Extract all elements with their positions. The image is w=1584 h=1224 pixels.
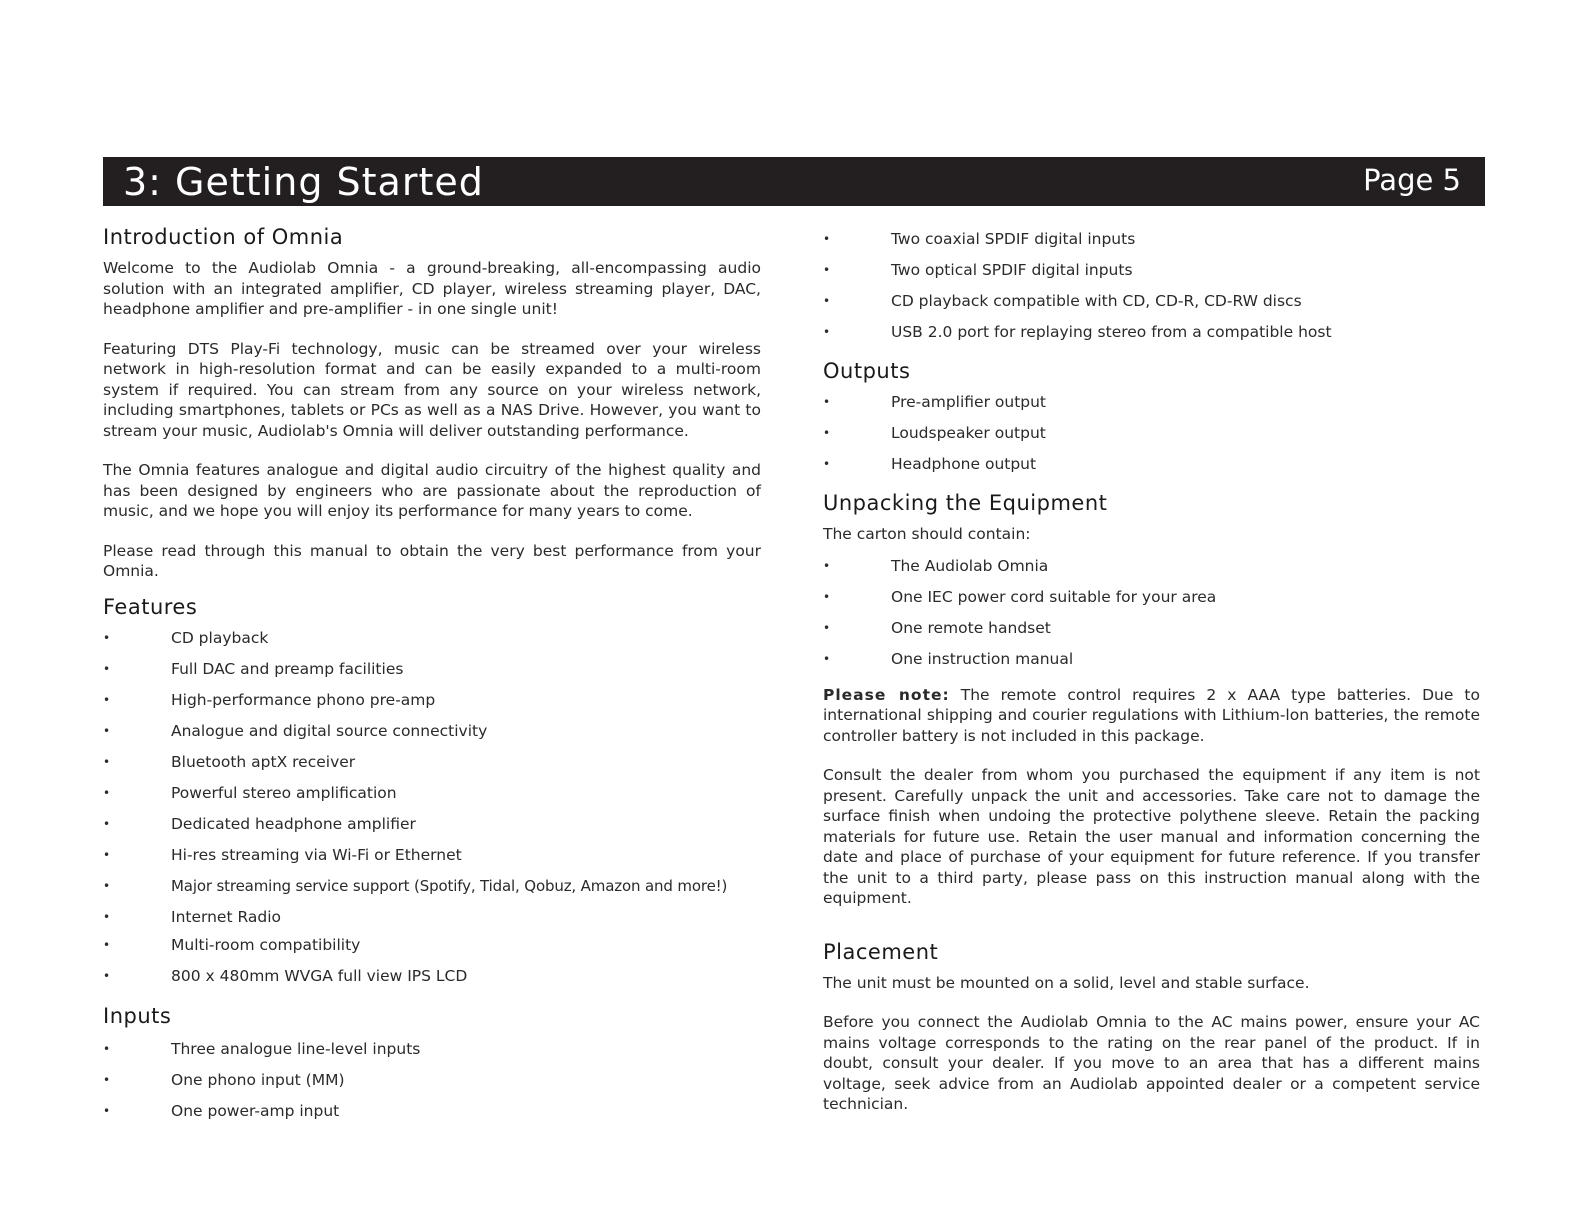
bullet-icon: • — [823, 558, 831, 573]
bullet-icon: • — [103, 1072, 111, 1087]
outputs-list — [823, 392, 1480, 474]
chapter-title: 3: Getting Started — [123, 160, 484, 204]
section-heading-placement: Placement — [823, 939, 939, 964]
bullet-icon: • — [823, 457, 831, 471]
intro-paragraph-2: Featuring DTS Play-Fi technology, music can be streamed over your wireless network in high-resolution format and can be easily expanded to a multi-room system if required. You can stream from any source on your wireless network, including smartphones, tablets or PCs as well as a NAS Drive. However, you want to stream your music, Audiolab's Omnia will deliver outstanding performance. — [103, 339, 761, 440]
list-item: • Powerful stereo amplification — [103, 783, 397, 802]
carton-contents-list — [823, 556, 1480, 669]
bullet-icon: • — [823, 426, 831, 440]
list-item: • High-performance phono pre-amp — [103, 690, 436, 709]
bullet-icon: • — [823, 294, 831, 308]
right-column — [823, 222, 1480, 1115]
list-item: • 800 x 480mm WVGA full view IPS LCD — [103, 966, 468, 985]
page-number: Page 5 — [1363, 163, 1461, 197]
bullet-icon: • — [103, 968, 111, 983]
list-item: • The Audiolab Omnia — [823, 556, 1049, 575]
placement-paragraph-1: The unit must be mounted on a solid, level and stable surface. — [823, 973, 1310, 992]
bullet-icon: • — [823, 620, 831, 635]
unpacking-intro: The carton should contain: — [823, 525, 1031, 543]
consult-dealer-paragraph: Consult the dealer from whom you purchased the equipment if any item is not present. Carefully unpack the unit and accessories. Take care not to damage the surface finish when undoing the protective polythene sleeve. Retain the packing materials for future use. Retain the user manual and information concerning the date and place of purchase of your equipment for future reference. If you transfer the unit to a third party, please pass on this instruction manual along with the equipment. — [823, 766, 1480, 907]
features-list — [103, 628, 761, 986]
bullet-icon: • — [823, 263, 831, 277]
battery-note — [823, 685, 1480, 747]
bullet-icon: • — [103, 878, 110, 893]
placement-paragraph-2: Before you connect the Audiolab Omnia to the AC mains power, ensure your AC mains voltage corresponds to the rating on the rear panel of the product. If in doubt, consult your dealer. If you move to an area that has a different mains voltage, seek advice from an Audiolab appointed dealer or a competent service technician. — [823, 1013, 1480, 1113]
inputs-list — [103, 1039, 761, 1121]
list-item: • Two optical SPDIF digital inputs — [823, 261, 1133, 279]
bullet-icon: • — [103, 937, 111, 952]
list-item: • Major streaming service support (Spotify, Tidal, Qobuz, Amazon and more!) — [103, 876, 728, 895]
bullet-icon: • — [103, 1103, 111, 1118]
intro-paragraph-1: Welcome to the Audiolab Omnia - a ground-breaking, all-encompassing audio solution with an integrated amplifier, CD player, wireless streaming player, DAC, headphone amplifier and pre-amplifier - in one single unit! — [103, 259, 761, 318]
list-item: • Analogue and digital source connectivity — [103, 721, 488, 740]
section-heading-unpacking: Unpacking the Equipment — [823, 491, 1108, 515]
bullet-icon: • — [823, 651, 831, 666]
bullet-icon: • — [103, 816, 111, 831]
bullet-icon: • — [103, 909, 111, 924]
list-item: • One remote handset — [823, 618, 1051, 637]
section-heading-features: Features — [103, 594, 198, 619]
list-item: • USB 2.0 port for replaying stereo from a compatible host — [823, 323, 1332, 341]
chapter-header-bar — [103, 157, 1485, 206]
list-item: • Three analogue line-level inputs — [103, 1039, 421, 1058]
list-item: • Full DAC and preamp facilities — [103, 659, 404, 678]
bullet-icon: • — [103, 785, 111, 800]
section-heading-introduction: Introduction of Omnia — [103, 225, 344, 249]
list-item: • Pre-amplifier output — [823, 393, 1047, 411]
bullet-icon: • — [103, 847, 111, 862]
list-item: • Two coaxial SPDIF digital inputs — [823, 230, 1136, 248]
inputs-continued-list — [823, 229, 1480, 342]
bullet-icon: • — [823, 395, 831, 409]
section-heading-outputs: Outputs — [823, 359, 911, 383]
bullet-icon: • — [103, 1041, 111, 1056]
note-label: Please note: — [823, 685, 950, 704]
list-item: • Bluetooth aptX receiver — [103, 752, 356, 771]
bullet-icon: • — [103, 754, 111, 769]
intro-paragraph-3: The Omnia features analogue and digital audio circuitry of the highest quality and has been designed by engineers who are passionate about the reproduction of music, and we hope you will enjoy its performance for many years to come. — [103, 461, 761, 520]
list-item: • One instruction manual — [823, 649, 1074, 668]
bullet-icon: • — [823, 325, 831, 339]
list-item: • Loudspeaker output — [823, 424, 1046, 442]
bullet-icon: • — [103, 661, 111, 676]
bullet-icon: • — [103, 692, 111, 707]
list-item: • One phono input (MM) — [103, 1070, 345, 1089]
bullet-icon: • — [103, 630, 111, 645]
list-item: • CD playback compatible with CD, CD-R, CD-RW discs — [823, 292, 1302, 310]
bullet-icon: • — [823, 232, 831, 246]
bullet-icon: • — [103, 723, 111, 738]
note-text: The remote control requires 2 x AAA type batteries. Due to international shipping and courier regulations with Lithium-lon batteries, the remote controller battery is not included in this package. — [823, 685, 1480, 745]
list-item: • Internet Radio — [103, 907, 282, 926]
intro-paragraph-4: Please read through this manual to obtain the very best performance from your Omnia. — [103, 541, 761, 580]
section-heading-inputs: Inputs — [103, 1003, 172, 1028]
list-item: • One power-amp input — [103, 1101, 340, 1120]
bullet-icon: • — [823, 589, 831, 604]
list-item: • One IEC power cord suitable for your area — [823, 587, 1217, 606]
list-item: • Dedicated headphone amplifier — [103, 814, 416, 833]
list-item: • Hi-res streaming via Wi-Fi or Ethernet — [103, 845, 462, 864]
list-item: • Headphone output — [823, 455, 1037, 473]
left-column — [103, 222, 761, 1121]
list-item: • CD playback — [103, 628, 269, 647]
list-item: • Multi-room compatibility — [103, 935, 361, 954]
